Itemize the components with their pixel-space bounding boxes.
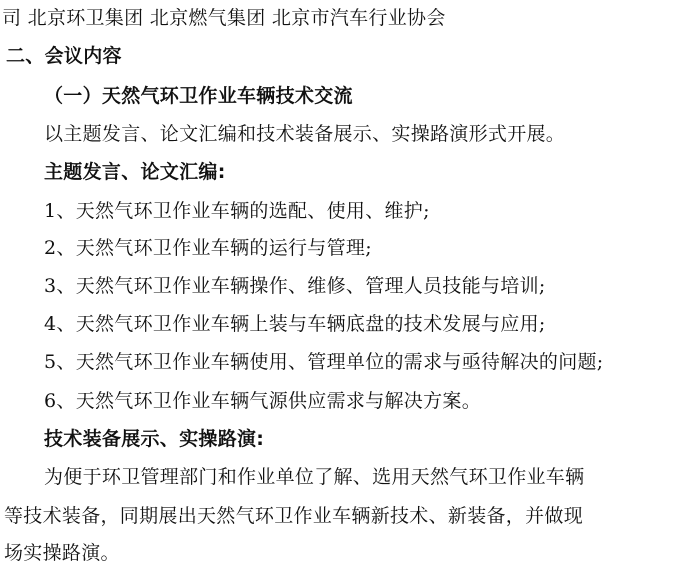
topic-item-2: 2、天然气环卫作业车辆的运行与管理;	[44, 237, 372, 259]
organizer-list-line: 司 北京环卫集团 北京燃气集团 北京市汽车行业协会	[2, 7, 446, 29]
demo-heading: 技术装备展示、实操路演:	[44, 428, 265, 450]
intro-paragraph: 以主题发言、论文汇编和技术装备展示、实操路演形式开展。	[44, 123, 566, 145]
topic-item-6: 6、天然气环卫作业车辆气源供应需求与解决方案。	[44, 390, 481, 412]
topic-item-4: 4、天然气环卫作业车辆上装与车辆底盘的技术发展与应用;	[44, 313, 546, 335]
topics-heading: 主题发言、论文汇编:	[44, 161, 226, 183]
topic-item-3: 3、天然气环卫作业车辆操作、维修、管理人员技能与培训;	[44, 275, 546, 297]
demo-paragraph-line-2: 等技术装备，同期展出天然气环卫作业车辆新技术、新装备，并做现	[4, 505, 584, 527]
demo-paragraph-line-1: 为便于环卫管理部门和作业单位了解、选用天然气环卫作业车辆	[44, 466, 585, 488]
topic-item-1: 1、天然气环卫作业车辆的选配、使用、维护;	[44, 200, 430, 222]
section-heading: 二、会议内容	[6, 45, 122, 67]
demo-paragraph-line-3: 场实操路演。	[4, 542, 120, 564]
topic-item-5: 5、天然气环卫作业车辆使用、管理单位的需求与亟待解决的问题;	[44, 351, 604, 373]
subsection-heading: （一）天然气环卫作业车辆技术交流	[44, 85, 353, 107]
